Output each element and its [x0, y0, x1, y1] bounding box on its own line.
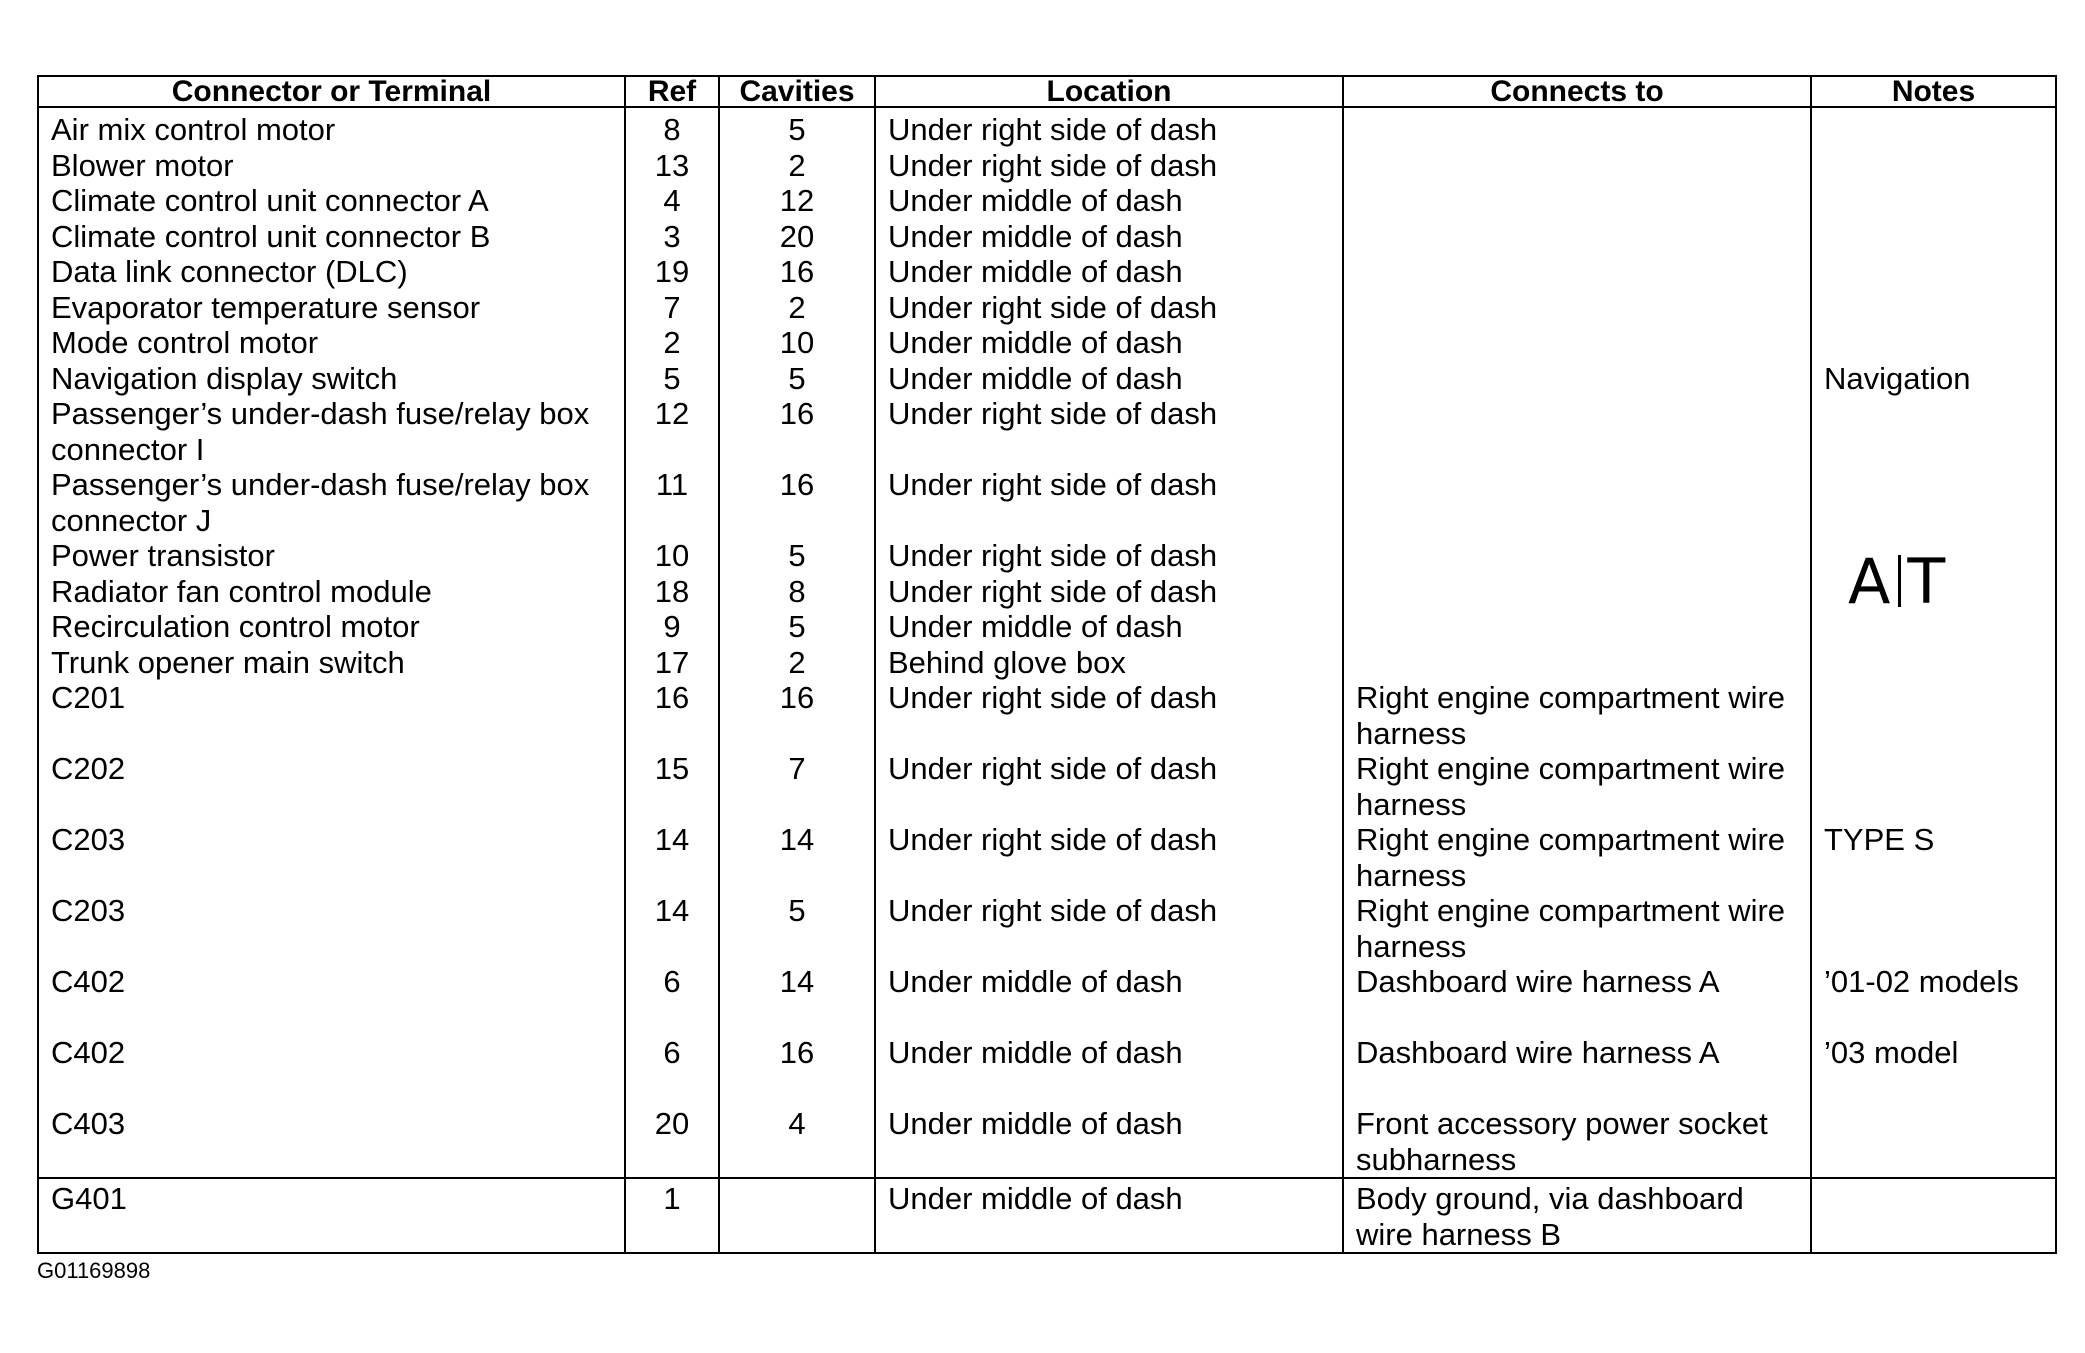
cell-location: Under middle of dash: [875, 1106, 1343, 1178]
cell-connects-to: Right engine compartment wire harness: [1343, 751, 1811, 822]
cell-connects-to: Right engine compartment wire harness: [1343, 680, 1811, 751]
cell-connector: Mode control motor: [38, 325, 625, 361]
cell-cavities: 5: [719, 361, 875, 397]
table-row: [38, 183, 2056, 219]
cell-notes: [1811, 544, 2056, 618]
cell-connector: Data link connector (DLC): [38, 254, 625, 290]
cell-cavities: 5: [719, 538, 875, 574]
cell-ref: 2: [625, 325, 719, 361]
cell-ref: 4: [625, 183, 719, 219]
cell-connects-to: [1343, 645, 1811, 681]
cell-notes: [1811, 1178, 2056, 1253]
table-row: [38, 893, 2056, 964]
cell-connects-to: [1343, 467, 1811, 538]
cell-notes: [1811, 645, 2056, 681]
cell-connector: C203: [38, 893, 625, 964]
table-row: [38, 1106, 2056, 1178]
handwritten-at-note: A T: [1848, 544, 1948, 618]
cell-cavities: 5: [719, 893, 875, 964]
cell-notes: [1811, 467, 2056, 538]
cell-notes: [1811, 396, 2056, 467]
cell-location: Under right side of dash: [875, 538, 1343, 574]
cell-ref: 9: [625, 609, 719, 645]
header-location: Location: [875, 76, 1343, 107]
cell-connector: Blower motor: [38, 148, 625, 184]
table-row: [38, 107, 2056, 148]
cell-connects-to: Right engine compartment wire harness: [1343, 822, 1811, 893]
cell-location: Under right side of dash: [875, 574, 1343, 610]
cell-ref: 15: [625, 751, 719, 822]
cell-location: Under middle of dash: [875, 964, 1343, 1035]
cell-cavities: 10: [719, 325, 875, 361]
cell-notes: [1811, 148, 2056, 184]
cell-cavities: 12: [719, 183, 875, 219]
table-row: [38, 574, 2056, 610]
cell-notes: [1811, 680, 2056, 751]
cell-location: Under middle of dash: [875, 325, 1343, 361]
cell-connects-to: [1343, 574, 1811, 610]
cell-ref: 13: [625, 148, 719, 184]
table-row: [38, 290, 2056, 326]
cell-ref: 12: [625, 396, 719, 467]
header-ref: Ref: [625, 76, 719, 107]
cell-location: Under middle of dash: [875, 361, 1343, 397]
cell-connects-to: [1343, 325, 1811, 361]
cell-ref: 11: [625, 467, 719, 538]
cell-location: Under right side of dash: [875, 751, 1343, 822]
cell-cavities: 2: [719, 645, 875, 681]
cell-connector: Passenger’s under-dash fuse/relay box connector I: [38, 396, 625, 467]
cell-ref: 14: [625, 893, 719, 964]
cell-connector: C203: [38, 822, 625, 893]
cell-notes: ’01-02 models: [1811, 964, 2056, 1035]
cell-connector: Trunk opener main switch: [38, 645, 625, 681]
cell-connector: Navigation display switch: [38, 361, 625, 397]
cell-location: Under right side of dash: [875, 467, 1343, 538]
cell-location: Under right side of dash: [875, 893, 1343, 964]
cell-ref: 6: [625, 964, 719, 1035]
cell-location: Under middle of dash: [875, 1178, 1343, 1253]
cell-ref: 19: [625, 254, 719, 290]
figure-id: G01169898: [37, 1258, 151, 1283]
cell-ref: 1: [625, 1178, 719, 1253]
cell-location: Under right side of dash: [875, 822, 1343, 893]
cell-connects-to: Front accessory power socket subharness: [1343, 1106, 1811, 1178]
table-row: [38, 680, 2056, 751]
table-row: [38, 219, 2056, 255]
table-row: [38, 751, 2056, 822]
cell-connector: Passenger’s under-dash fuse/relay box connector J: [38, 467, 625, 538]
cell-connects-to: [1343, 254, 1811, 290]
cell-notes: [1811, 219, 2056, 255]
cell-location: Under middle of dash: [875, 219, 1343, 255]
cell-cavities: 7: [719, 751, 875, 822]
cell-connects-to: [1343, 609, 1811, 645]
table-row: [38, 467, 2056, 538]
cell-connector: Climate control unit connector B: [38, 219, 625, 255]
cell-notes: ’03 model: [1811, 1035, 2056, 1106]
cell-notes: TYPE S: [1811, 822, 2056, 893]
cell-connects-to: [1343, 183, 1811, 219]
cell-cavities: 16: [719, 396, 875, 467]
ground-section: [38, 1178, 2056, 1253]
cell-cavities: 14: [719, 822, 875, 893]
cell-location: Under middle of dash: [875, 183, 1343, 219]
cell-connector: Air mix control motor: [38, 107, 625, 148]
cell-ref: 20: [625, 1106, 719, 1178]
cell-ref: 3: [625, 219, 719, 255]
cell-cavities: 16: [719, 680, 875, 751]
cell-ref: 7: [625, 290, 719, 326]
cell-notes: [1811, 254, 2056, 290]
cell-connector: C402: [38, 1035, 625, 1106]
slash-mark: [1898, 555, 1901, 607]
cell-ref: 6: [625, 1035, 719, 1106]
cell-cavities: 2: [719, 148, 875, 184]
table-row: [38, 148, 2056, 184]
cell-connector: C403: [38, 1106, 625, 1178]
cell-location: Under middle of dash: [875, 609, 1343, 645]
cell-cavities: [719, 1178, 875, 1253]
cell-connects-to: [1343, 361, 1811, 397]
header-connects-to: Connects to: [1343, 76, 1811, 107]
cell-location: Under right side of dash: [875, 107, 1343, 148]
header-cavities: Cavities: [719, 76, 875, 107]
header-connector: Connector or Terminal: [38, 76, 625, 107]
cell-cavities: 16: [719, 1035, 875, 1106]
cell-cavities: 8: [719, 574, 875, 610]
cell-connects-to: Right engine compartment wire harness: [1343, 893, 1811, 964]
cell-connector: C201: [38, 680, 625, 751]
header-row: [38, 76, 2056, 107]
cell-connector: Evaporator temperature sensor: [38, 290, 625, 326]
cell-connects-to: [1343, 396, 1811, 467]
table-row: [38, 361, 2056, 397]
cell-ref: 8: [625, 107, 719, 148]
cell-notes: [1811, 751, 2056, 822]
cell-ref: 10: [625, 538, 719, 574]
cell-location: Under right side of dash: [875, 290, 1343, 326]
cell-cavities: 16: [719, 467, 875, 538]
cell-connects-to: [1343, 219, 1811, 255]
cell-ref: 16: [625, 680, 719, 751]
cell-location: Under right side of dash: [875, 396, 1343, 467]
header-notes: Notes: [1811, 76, 2056, 107]
cell-cavities: 20: [719, 219, 875, 255]
cell-connects-to: Dashboard wire harness A: [1343, 964, 1811, 1035]
table-row-ground: [38, 1178, 2056, 1253]
cell-cavities: 4: [719, 1106, 875, 1178]
cell-connects-to: Body ground, via dashboard wire harness B: [1343, 1178, 1811, 1253]
cell-ref: 14: [625, 822, 719, 893]
cell-notes: [1811, 183, 2056, 219]
cell-connects-to: Dashboard wire harness A: [1343, 1035, 1811, 1106]
cell-notes: Navigation: [1811, 361, 2056, 397]
cell-connector: Climate control unit connector A: [38, 183, 625, 219]
table-row: [38, 254, 2056, 290]
table-row: [38, 645, 2056, 681]
cell-notes: [1811, 107, 2056, 148]
table-row: [38, 1035, 2056, 1106]
cell-connector: Radiator fan control module: [38, 574, 625, 610]
cell-location: Behind glove box: [875, 645, 1343, 681]
table-row: [38, 396, 2056, 467]
cell-cavities: 2: [719, 290, 875, 326]
cell-cavities: 16: [719, 254, 875, 290]
connector-table: [37, 75, 2057, 1254]
cell-connector: C202: [38, 751, 625, 822]
cell-connects-to: [1343, 538, 1811, 574]
cell-location: Under middle of dash: [875, 254, 1343, 290]
cell-notes: [1811, 325, 2056, 361]
cell-connector: Power transistor: [38, 538, 625, 574]
cell-cavities: 5: [719, 107, 875, 148]
cell-notes: [1811, 290, 2056, 326]
cell-ref: 5: [625, 361, 719, 397]
cell-cavities: 14: [719, 964, 875, 1035]
cell-cavities: 5: [719, 609, 875, 645]
cell-connects-to: [1343, 148, 1811, 184]
table-body: [38, 107, 2056, 1178]
table-row: [38, 325, 2056, 361]
table-row: [38, 609, 2056, 645]
cell-notes: [1811, 1106, 2056, 1178]
cell-ref: 18: [625, 574, 719, 610]
cell-location: Under right side of dash: [875, 148, 1343, 184]
table-row: [38, 538, 2056, 574]
cell-connects-to: [1343, 290, 1811, 326]
table-row: [38, 964, 2056, 1035]
cell-ref: 17: [625, 645, 719, 681]
cell-connects-to: [1343, 107, 1811, 148]
cell-notes: [1811, 893, 2056, 964]
cell-connector: C402: [38, 964, 625, 1035]
cell-location: Under middle of dash: [875, 1035, 1343, 1106]
cell-connector: Recirculation control motor: [38, 609, 625, 645]
cell-location: Under right side of dash: [875, 680, 1343, 751]
table-row: [38, 822, 2056, 893]
cell-connector: G401: [38, 1178, 625, 1253]
